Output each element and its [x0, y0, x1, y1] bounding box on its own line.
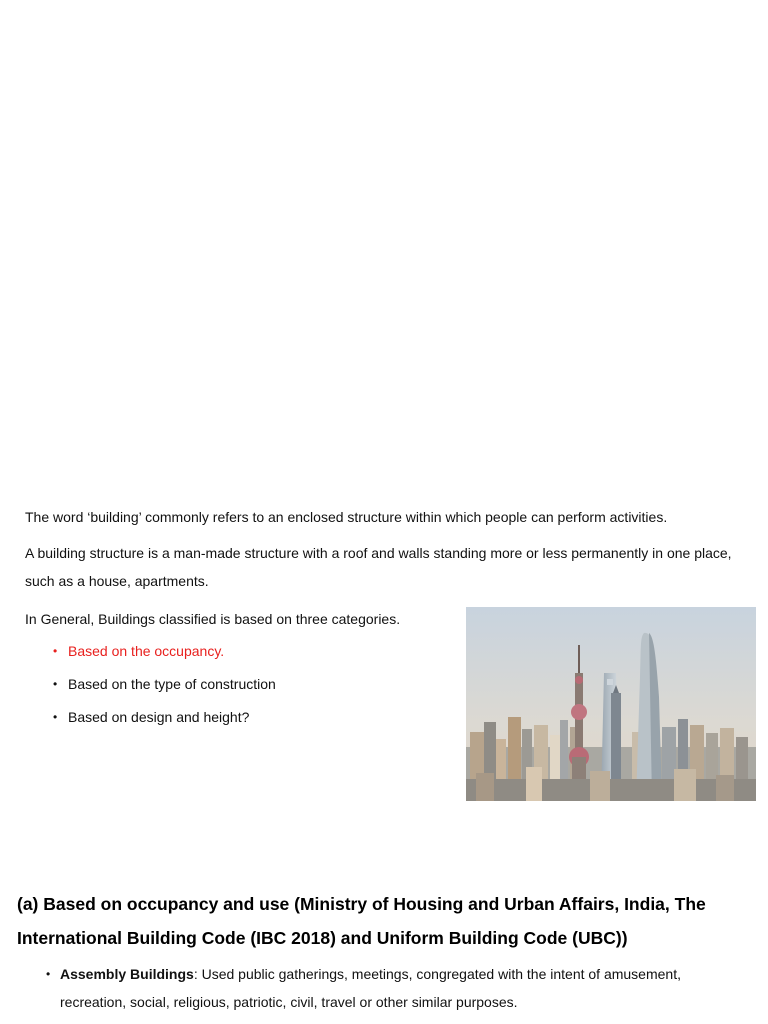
intro-paragraph-1: The word ‘building’ commonly refers to an enclosed structure within which people can perform activities. [25, 509, 668, 525]
occupancy-list [46, 960, 746, 1016]
list-item-assembly-buildings [46, 960, 746, 1016]
term-description: : Used public gatherings, meetings, congregated with the intent of amusement, recreation, social, religious, patriotic, civil, travel or other similar purposes. [60, 966, 681, 1010]
category-label: Based on the type of construction [68, 676, 276, 692]
intro-paragraph-2: A building structure is a man-made structure with a roof and walls standing more or less permanently in one place, such as a house, apartments. [25, 545, 732, 589]
category-label: Based on design and height? [68, 709, 250, 725]
category-item-construction [53, 670, 276, 703]
bullet-icon: • [53, 710, 58, 724]
bullet-icon: • [53, 644, 58, 658]
category-label: Based on the occupancy. [68, 643, 225, 659]
category-item-occupancy [53, 637, 276, 670]
category-item-design-height [53, 703, 276, 736]
bullet-icon: • [46, 967, 51, 981]
intro-paragraph-3: In General, Buildings classified is based on three categories. [25, 611, 401, 627]
term-label: Assembly Buildings [60, 966, 194, 982]
section-a-heading: (a) Based on occupancy and use (Ministry of Housing and Urban Affairs, India, The International Building Code (IBC 2018) and Uniform Building Code (UBC)) [17, 894, 706, 948]
city-skyline-image [466, 607, 756, 801]
category-list [53, 637, 276, 736]
bullet-icon: • [53, 677, 58, 691]
